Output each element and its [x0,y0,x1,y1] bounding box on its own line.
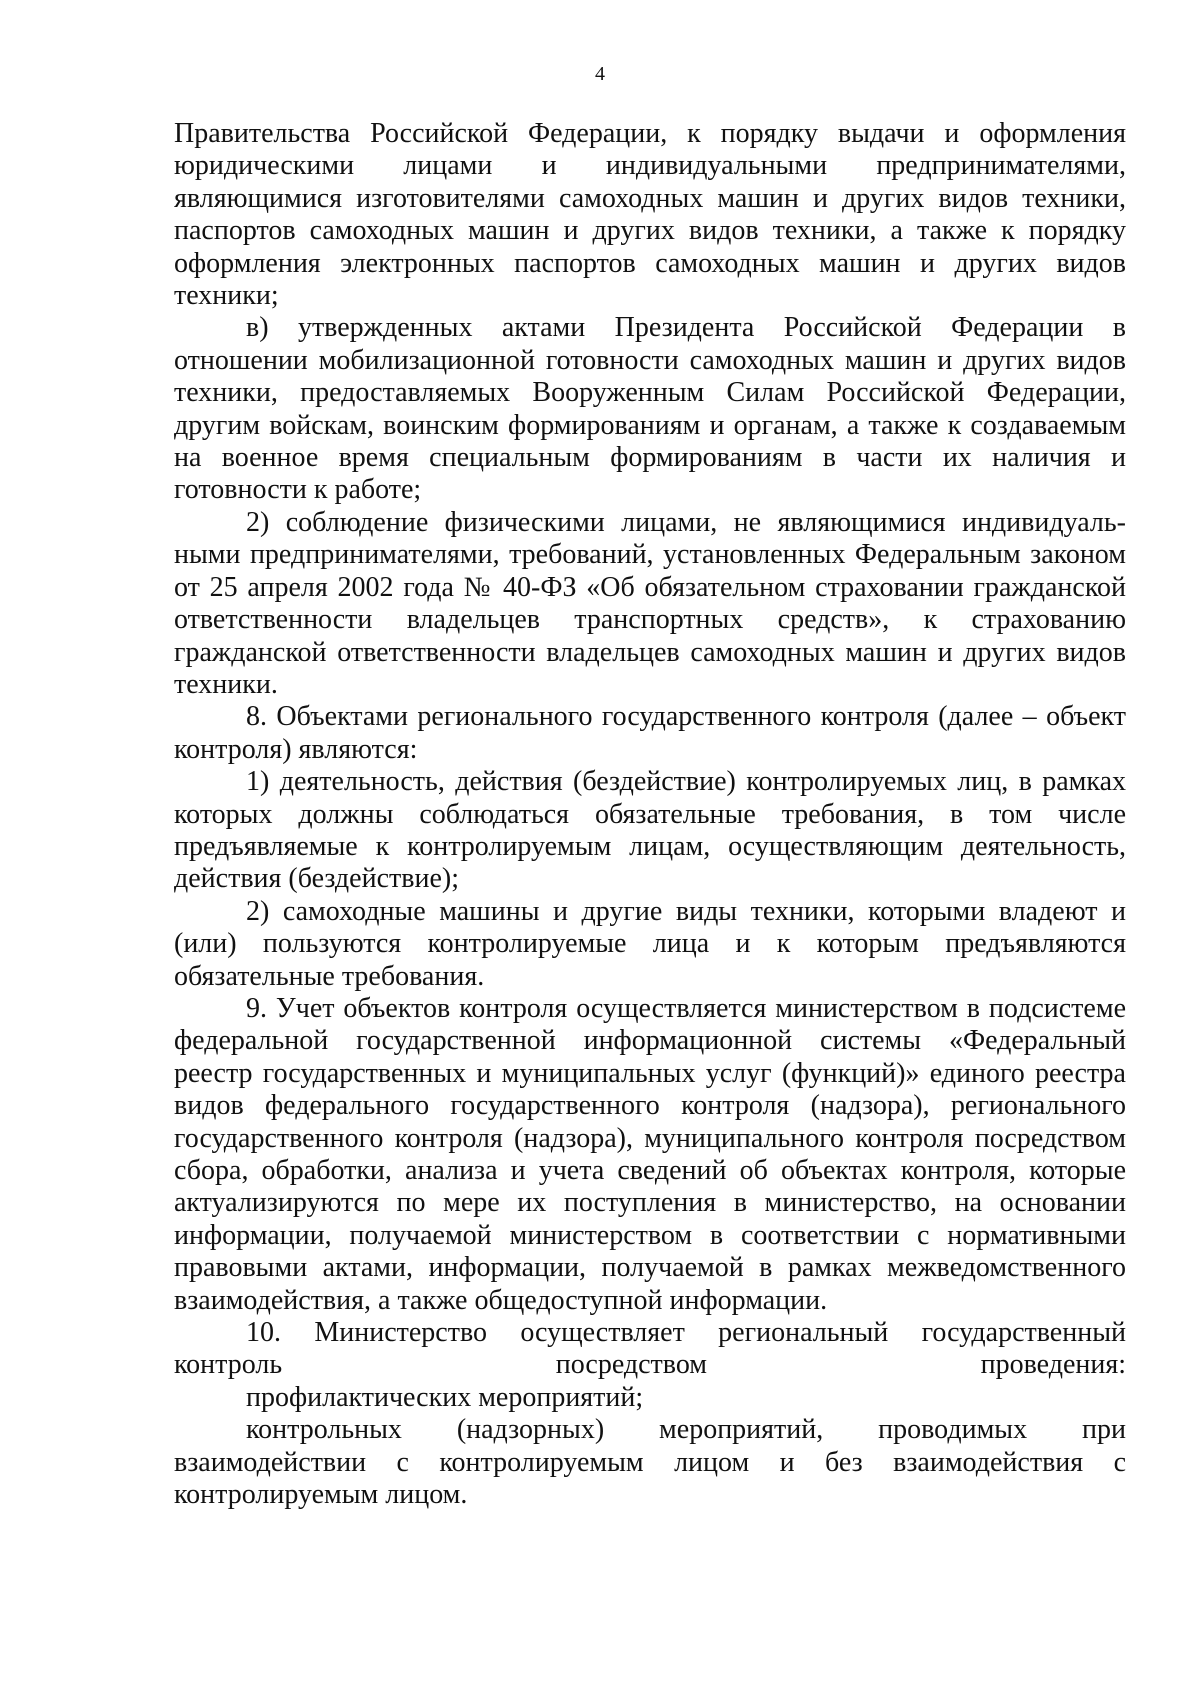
paragraph-control-object-machines: 2) самоходные машины и другие виды техники, которыми владеют и (или) пользуются контролируемые лица и к которым предъявляются обязательные требования. [174,895,1126,992]
paragraph-control-object-activity: 1) деятельность, действия (бездействие) контролируемых лиц, в рамках которых должны соблюдаться обязательные требования, в том числе предъявляемые к контролируемым лицам, осуществляющим деятельность, действия (бездействие); [174,766,1126,895]
paragraph-control-objects: 8. Объектами регионального государственного контроля (далее – объект контроля) являются: [174,701,1126,765]
paragraph-control-object-registry: 9. Учет объектов контроля осуществляется министерством в подсистеме федеральной государственной информационной системы «Федеральный реестр государственных и муниципальных услуг (функций)» единого реестра видов федерального государственного контроля (надзора), регионального государственного контроля (надзора), муниципального контроля посредством сбора, обработки, анализа и учета сведений об объектах контроля, которые актуализируются по мере их поступления в министерство, на основании информации, получаемой министерством в соответствии с нормативными правовыми актами, информации, получаемой в рамках межведомственного взаимодействия, а также общедоступной информации. [174,992,1126,1316]
document-body [174,118,1126,1511]
paragraph-control-methods: 10. Министерство осуществляет региональный государственный контроль посредством проведения: [174,1317,1126,1381]
paragraph-mobilization-readiness: в) утвержденных актами Президента Российской Федерации в отношении мобилизационной готовности самоходных машин и других видов техники, предоставляемых Вооруженным Силам Российской Федерации, другим войскам, воинским формированиям и органам, а также к создаваемым на военное время специальным формированиям в части их наличия и готовности к работе; [174,312,1126,506]
paragraph-control-measures: контрольных (надзорных) мероприятий, проводимых при взаимодействии с контролируемым лицом и без взаимодействия с контролируемым лицом. [174,1414,1126,1511]
page-number: 4 [595,63,605,85]
paragraph-preventive-measures: профилактических мероприятий; [246,1381,644,1413]
paragraph-liability-insurance: 2) соблюдение физическими лицами, не являющимися индивидуальными предпринимателями, требований, установленных Федеральным законом от 25 апреля 2002 года № 40-ФЗ «Об обязательном страховании гражданской ответственности владельцев транспортных средств», к страхованию гражданской ответственности владельцев самоходных машин и других видов техники. [174,506,1126,700]
paragraph-government-requirements: Правительства Российской Федерации, к порядку выдачи и оформления юридическими лицами и индивидуальными предпринимателями, являющимися изготовителями самоходных машин и других видов техники, паспортов самоходных машин и других видов техники, а также к порядку оформления электронных паспортов самоходных машин и других видов техники; [174,118,1126,312]
